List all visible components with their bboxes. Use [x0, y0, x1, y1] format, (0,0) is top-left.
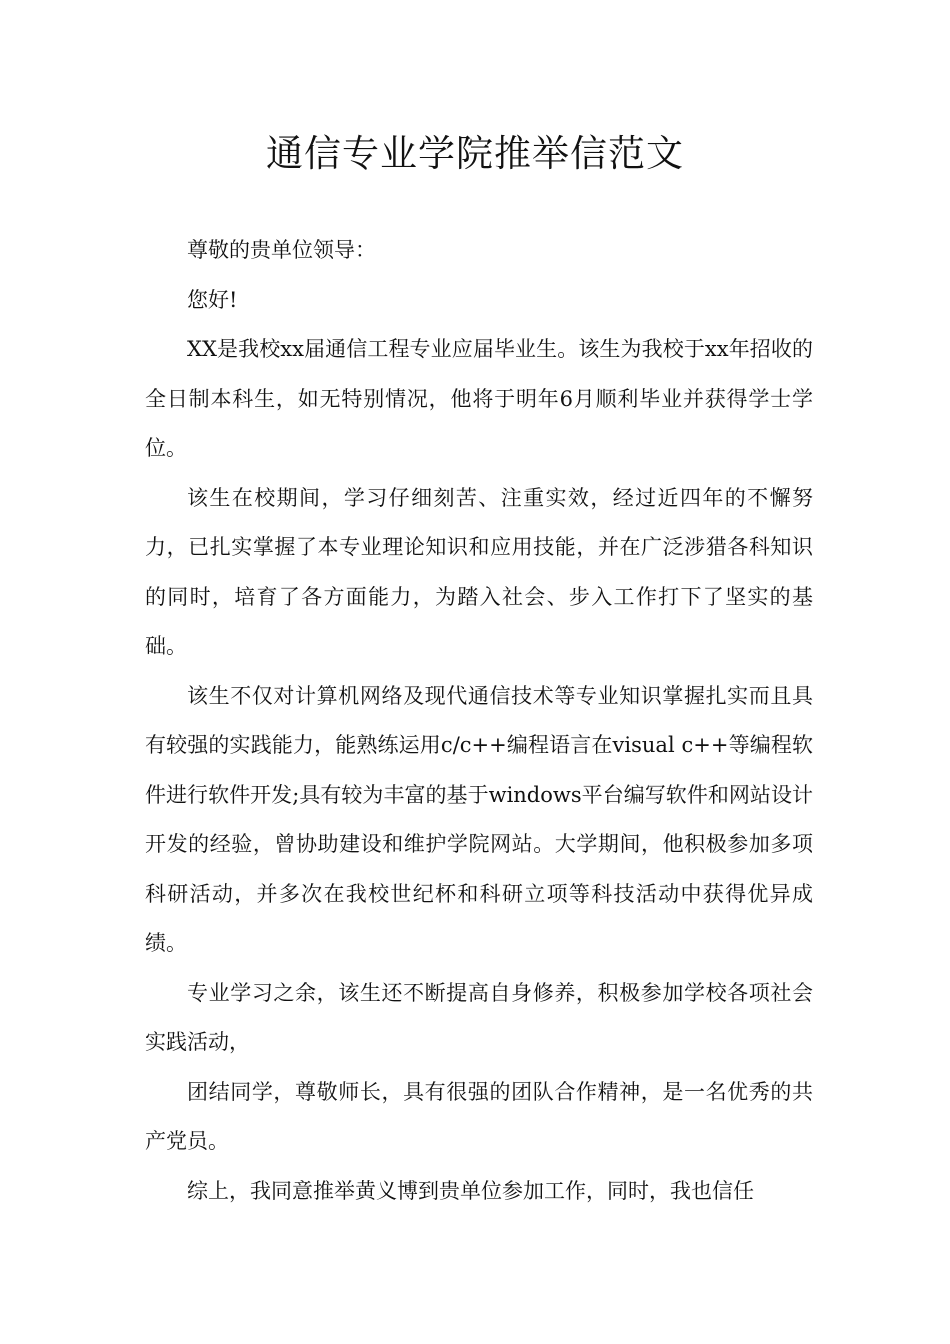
- body-paragraph: 专业学习之余，该生还不断提高自身修养，积极参加学校各项社会实践活动，: [145, 980, 813, 1054]
- body-paragraph: 团结同学，尊敬师长，具有很强的团队合作精神，是一名优秀的共产党员。: [145, 1079, 813, 1153]
- salutation: 尊敬的贵单位领导：: [187, 238, 376, 262]
- greeting: 您好!: [187, 287, 238, 312]
- document-title: 通信专业学院推举信范文: [266, 132, 684, 175]
- body-paragraph: XX是我校xx届通信工程专业应届毕业生。该生为我校于xx年招收的全日制本科生，如无特别情况，他将于明年6月顺利毕业并获得学士学位。: [145, 337, 813, 460]
- body-paragraph: 该生在校期间，学习仔细刻苦、注重实效，经过近四年的不懈努力，已扎实掌握了本专业理论知识和应用技能，并在广泛涉猎各科知识的同时，培育了各方面能力，为踏入社会、步入工作打下了坚实的基础。: [145, 485, 813, 658]
- body-paragraph: 综上，我同意推举黄义博到贵单位参加工作，同时，我也信任: [187, 1178, 754, 1203]
- letter-body: [145, 226, 813, 1216]
- body-paragraph: 该生不仅对计算机网络及现代通信技术等专业知识掌握扎实而且具有较强的实践能力，能熟练运用c/c++编程语言在visual c++等编程软件进行软件开发;具有较为丰富的基于windows平台编写软件和网站设计开发的经验，曾协助建设和维护学院网站。大学期间，他积极参加多项科研活动，并多次在我校世纪杯和科研立项等科技活动中获得优异成绩。: [145, 683, 813, 955]
